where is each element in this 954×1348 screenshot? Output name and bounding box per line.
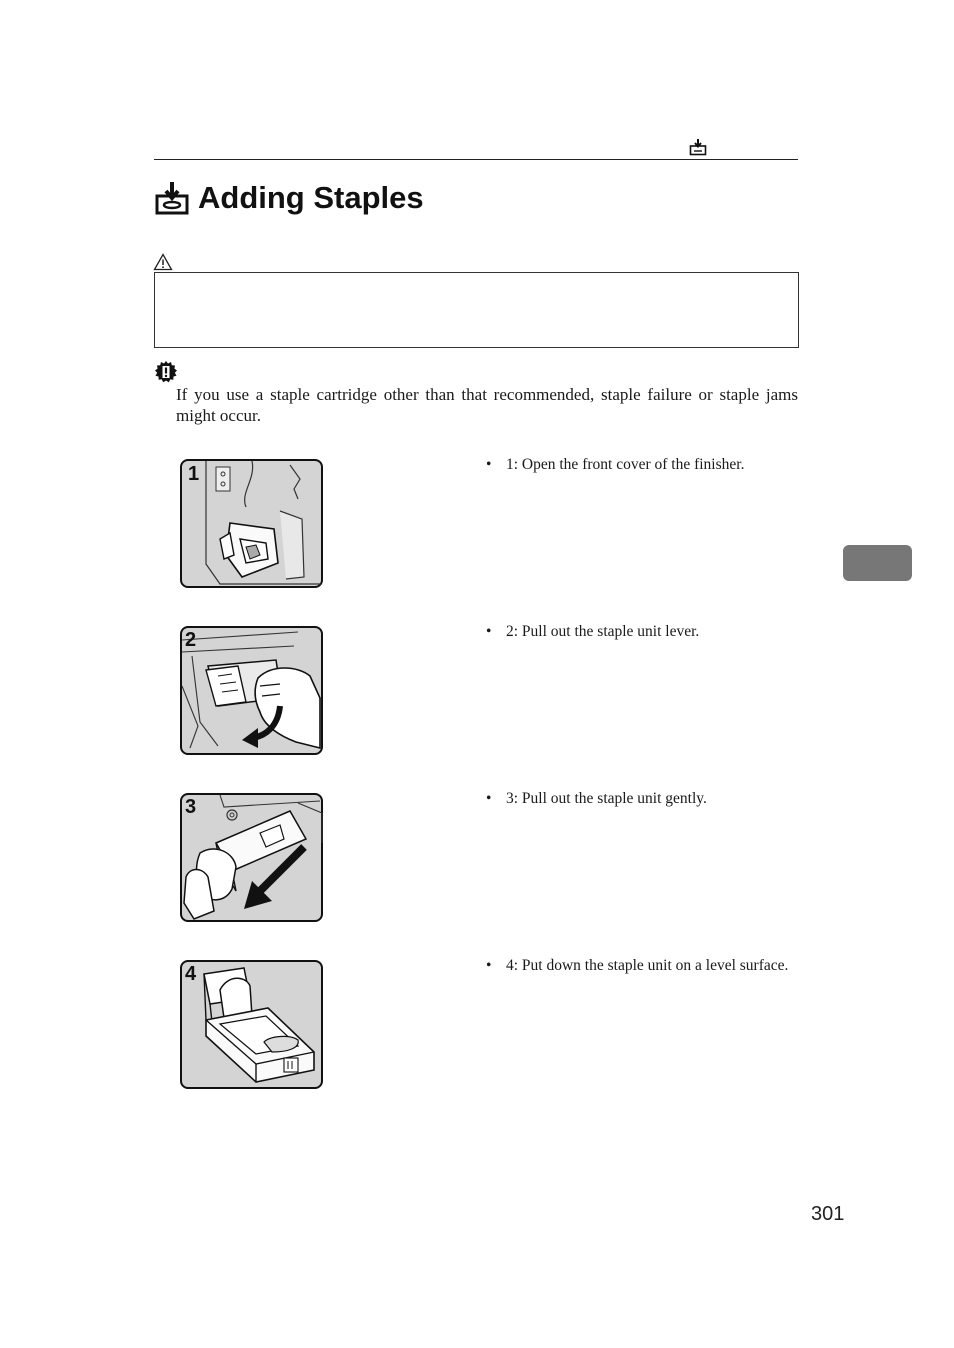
page-title: Adding Staples: [198, 180, 424, 215]
page-title-row: [154, 180, 424, 216]
warning-triangle-icon: [153, 253, 173, 271]
figure-number: 3: [185, 796, 197, 818]
important-icon: [154, 360, 178, 384]
chapter-tab: [843, 545, 912, 581]
figure-number: 2: [185, 629, 197, 651]
bullet: •: [486, 456, 492, 473]
step-4-text: 4: Put down the staple unit on a level surface.: [506, 957, 789, 974]
page-number: 301: [811, 1203, 845, 1225]
step-4-item: [486, 956, 798, 976]
bullet: •: [486, 623, 492, 640]
figure-number: 4: [185, 963, 197, 985]
staple-icon: [689, 138, 707, 156]
figure-number: 1: [188, 463, 200, 485]
step-3-text: 3: Pull out the staple unit gently.: [506, 790, 707, 807]
step-3-item: [486, 789, 798, 809]
caution-box: [154, 272, 799, 348]
step-1-text: 1: Open the front cover of the finisher.: [506, 456, 745, 473]
step-4-figure: [180, 960, 323, 1089]
step-2-text: 2: Pull out the staple unit lever.: [506, 623, 700, 640]
step-3-figure: [180, 793, 323, 922]
step-1-figure: [180, 459, 323, 588]
bullet: •: [486, 790, 492, 807]
header-rule: [154, 159, 798, 160]
important-note: If you use a staple cartridge other than that recommended, staple failure or staple jams might occur.: [176, 385, 798, 425]
staple-icon: [154, 180, 190, 216]
step-1-item: [486, 455, 798, 475]
bullet: •: [486, 957, 492, 974]
step-2-figure: [180, 626, 323, 755]
step-2-item: [486, 622, 798, 642]
